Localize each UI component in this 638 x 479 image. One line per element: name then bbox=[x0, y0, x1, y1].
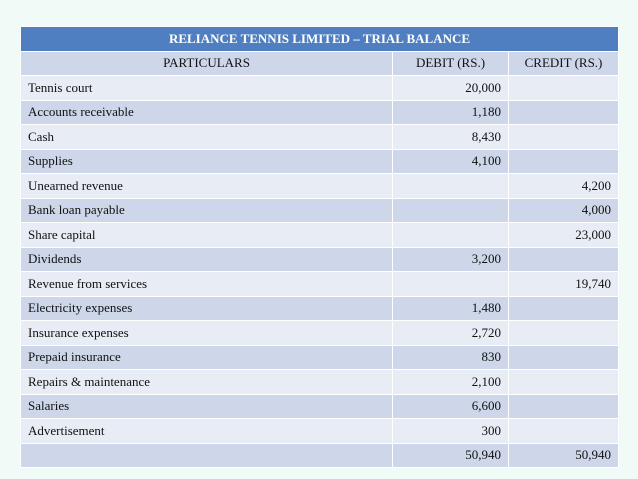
totals-label-cell bbox=[21, 443, 393, 468]
table-row bbox=[21, 76, 619, 101]
debit-cell: 1,180 bbox=[393, 100, 509, 125]
credit-cell bbox=[509, 76, 619, 101]
credit-cell bbox=[509, 370, 619, 395]
credit-cell: 4,200 bbox=[509, 174, 619, 199]
particular-cell: Dividends bbox=[21, 247, 393, 272]
particular-cell: Accounts receivable bbox=[21, 100, 393, 125]
particular-cell: Cash bbox=[21, 125, 393, 150]
debit-cell: 300 bbox=[393, 419, 509, 444]
debit-cell bbox=[393, 272, 509, 297]
particular-cell: Supplies bbox=[21, 149, 393, 174]
particular-cell: Prepaid insurance bbox=[21, 345, 393, 370]
particular-cell: Advertisement bbox=[21, 419, 393, 444]
table-row bbox=[21, 198, 619, 223]
table-row bbox=[21, 247, 619, 272]
table-body bbox=[21, 76, 619, 468]
table-row bbox=[21, 394, 619, 419]
debit-cell: 2,720 bbox=[393, 321, 509, 346]
table-header-row bbox=[21, 51, 619, 76]
debit-cell: 20,000 bbox=[393, 76, 509, 101]
table-title: RELIANCE TENNIS LIMITED – TRIAL BALANCE bbox=[21, 27, 619, 52]
debit-cell: 2,100 bbox=[393, 370, 509, 395]
total-credit-cell: 50,940 bbox=[509, 443, 619, 468]
particular-cell: Unearned revenue bbox=[21, 174, 393, 199]
table-row bbox=[21, 321, 619, 346]
debit-cell bbox=[393, 198, 509, 223]
particular-cell: Repairs & maintenance bbox=[21, 370, 393, 395]
credit-cell: 4,000 bbox=[509, 198, 619, 223]
particular-cell: Share capital bbox=[21, 223, 393, 248]
particular-cell: Revenue from services bbox=[21, 272, 393, 297]
credit-cell: 23,000 bbox=[509, 223, 619, 248]
table-row bbox=[21, 100, 619, 125]
debit-cell: 1,480 bbox=[393, 296, 509, 321]
debit-cell: 4,100 bbox=[393, 149, 509, 174]
particular-cell: Electricity expenses bbox=[21, 296, 393, 321]
totals-row bbox=[21, 443, 619, 468]
credit-cell bbox=[509, 100, 619, 125]
table-row bbox=[21, 272, 619, 297]
column-header-credit: CREDIT (RS.) bbox=[509, 51, 619, 76]
table-row bbox=[21, 125, 619, 150]
debit-cell: 3,200 bbox=[393, 247, 509, 272]
credit-cell bbox=[509, 296, 619, 321]
table-row bbox=[21, 174, 619, 199]
credit-cell bbox=[509, 149, 619, 174]
table-row bbox=[21, 149, 619, 174]
debit-cell: 6,600 bbox=[393, 394, 509, 419]
credit-cell bbox=[509, 321, 619, 346]
table-row bbox=[21, 370, 619, 395]
credit-cell: 19,740 bbox=[509, 272, 619, 297]
credit-cell bbox=[509, 394, 619, 419]
credit-cell bbox=[509, 345, 619, 370]
credit-cell bbox=[509, 419, 619, 444]
debit-cell: 830 bbox=[393, 345, 509, 370]
table-row bbox=[21, 345, 619, 370]
credit-cell bbox=[509, 247, 619, 272]
column-header-debit: DEBIT (RS.) bbox=[393, 51, 509, 76]
debit-cell bbox=[393, 223, 509, 248]
particular-cell: Salaries bbox=[21, 394, 393, 419]
table-row bbox=[21, 296, 619, 321]
debit-cell: 8,430 bbox=[393, 125, 509, 150]
credit-cell bbox=[509, 125, 619, 150]
table-row bbox=[21, 223, 619, 248]
particular-cell: Insurance expenses bbox=[21, 321, 393, 346]
particular-cell: Tennis court bbox=[21, 76, 393, 101]
table-row bbox=[21, 419, 619, 444]
particular-cell: Bank loan payable bbox=[21, 198, 393, 223]
table-title-row bbox=[21, 27, 619, 52]
trial-balance-table bbox=[20, 26, 619, 468]
total-debit-cell: 50,940 bbox=[393, 443, 509, 468]
column-header-particulars: PARTICULARS bbox=[21, 51, 393, 76]
debit-cell bbox=[393, 174, 509, 199]
